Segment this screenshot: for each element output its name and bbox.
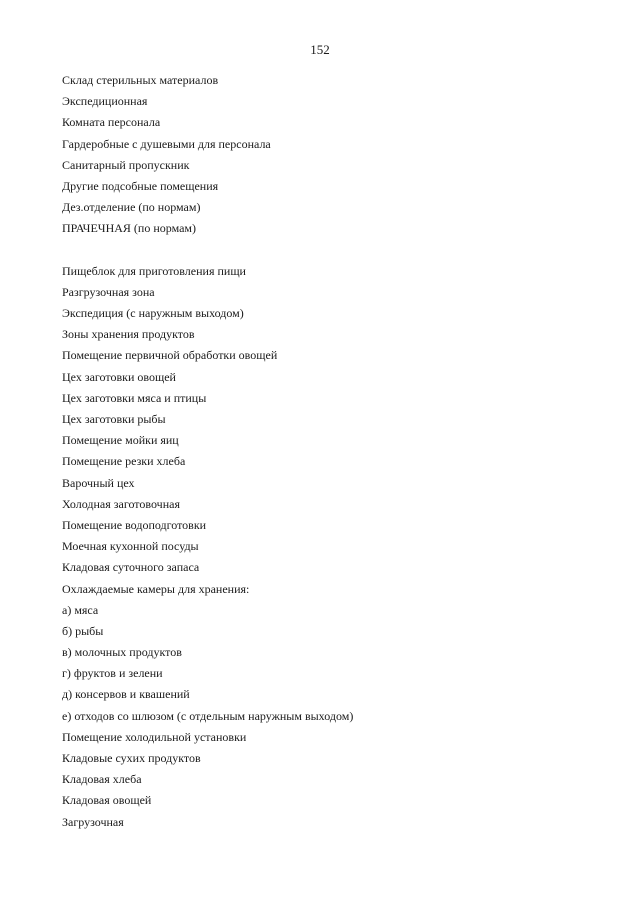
list-item: Цех заготовки рыбы <box>62 412 166 426</box>
list-item: Моечная кухонной посуды <box>62 539 199 554</box>
list-item: е) отходов со шлюзом (с отдельным наружным выходом) <box>62 708 354 723</box>
list-item: Загрузочная <box>62 814 124 829</box>
list-item: Помещение мойки яиц <box>62 433 179 448</box>
room-list <box>62 70 353 833</box>
list-item: Холодная заготовочная <box>62 496 180 511</box>
list-item: в) молочных продуктов <box>62 645 182 660</box>
list-item: г) фруктов и зелени <box>62 666 163 681</box>
list-item: Кладовая хлеба <box>62 772 142 787</box>
list-item: Комната персонала <box>62 115 161 130</box>
list-item: Гардеробные с душевыми для персонала <box>62 136 271 151</box>
list-item: Другие подсобные помещения <box>62 178 219 193</box>
list-item: Охлаждаемые камеры для хранения: <box>62 581 250 596</box>
list-item: б) рыбы <box>62 623 104 638</box>
list-item: Склад стерильных материалов <box>62 73 219 87</box>
list-item: Санитарный пропускник <box>62 157 190 172</box>
list-item: Цех заготовки мяса и птицы <box>62 390 207 405</box>
section-gap <box>62 240 353 261</box>
list-item: Разгрузочная зона <box>62 284 155 299</box>
list-item: ПРАЧЕЧНАЯ (по нормам) <box>62 221 196 236</box>
list-item: Цех заготовки овощей <box>62 369 176 384</box>
list-item: Зоны хранения продуктов <box>62 327 195 342</box>
list-item: Пищеблок для приготовления пищи <box>62 263 246 278</box>
list-item: Экспедиционная <box>62 94 148 109</box>
list-item: Помещение первичной обработки овощей <box>62 348 278 363</box>
page-number: 152 <box>310 42 330 57</box>
list-item: Кладовые сухих продуктов <box>62 751 201 765</box>
list-item: Дез.отделение (по нормам) <box>62 200 201 215</box>
list-item: а) мяса <box>62 602 99 617</box>
list-item: Помещение холодильной установки <box>62 729 247 744</box>
list-item: Экспедиция (с наружным выходом) <box>62 306 244 321</box>
list-item: Варочный цех <box>62 475 135 490</box>
list-item: Кладовая суточного запаса <box>62 560 200 575</box>
list-item: Помещение резки хлеба <box>62 454 186 469</box>
list-item: Кладовая овощей <box>62 793 152 808</box>
list-item: д) консервов и квашений <box>62 687 190 702</box>
list-item: Помещение водоподготовки <box>62 517 207 532</box>
